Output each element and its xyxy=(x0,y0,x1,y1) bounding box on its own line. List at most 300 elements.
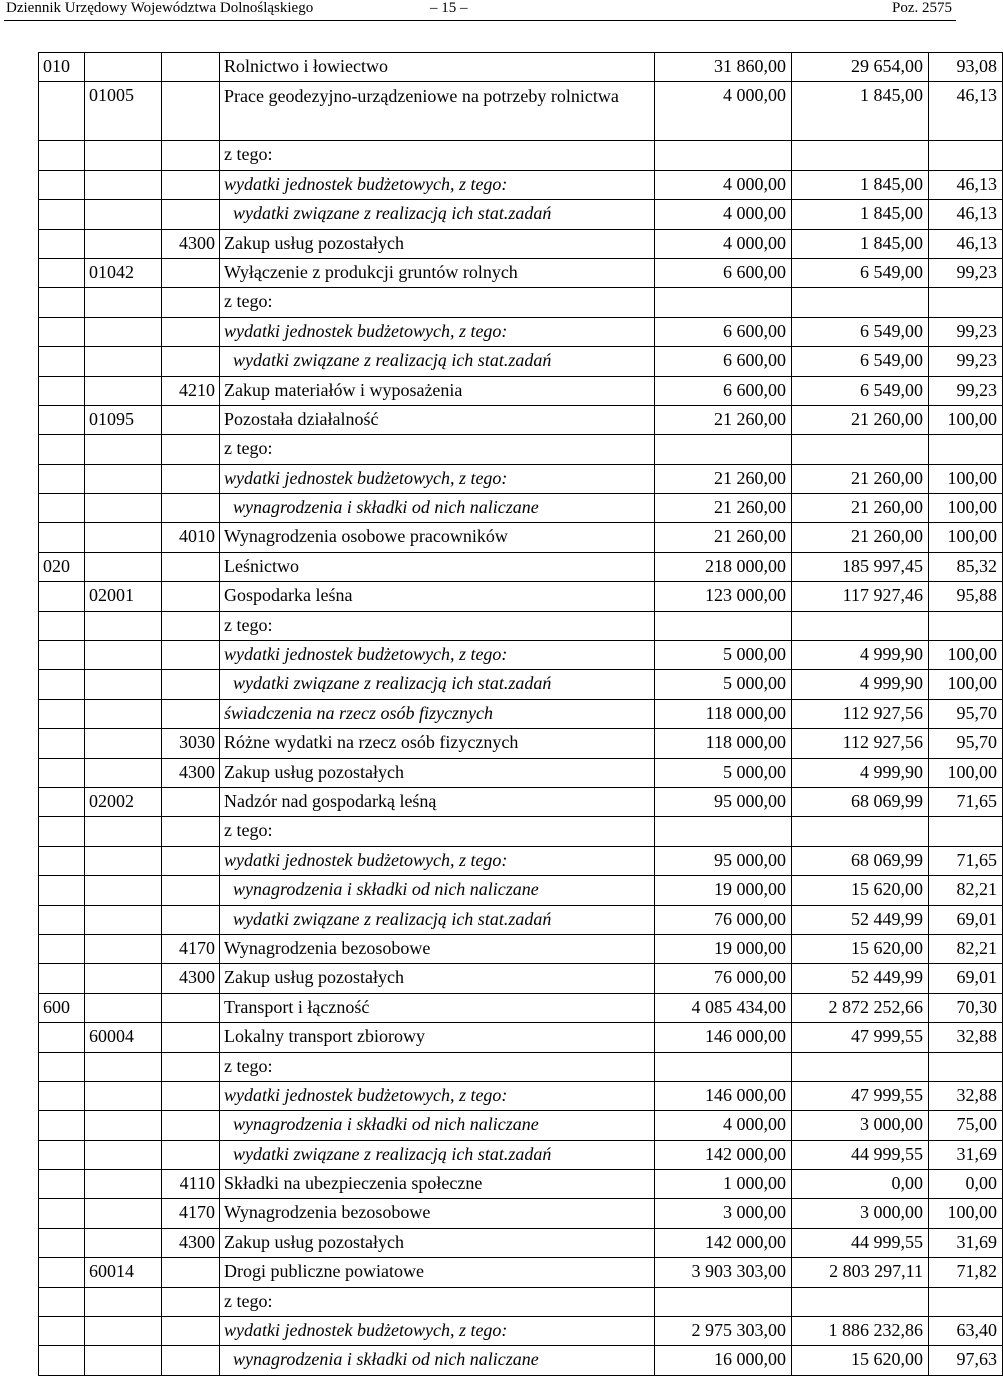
table-row xyxy=(39,846,1003,875)
table-row xyxy=(39,582,1003,611)
plan-cell xyxy=(655,141,792,170)
paragraf-cell: 3030 xyxy=(162,729,220,758)
table-row xyxy=(39,905,1003,934)
wykonanie-cell: 6 549,00 xyxy=(792,347,929,376)
wykonanie-cell: 3 000,00 xyxy=(792,1111,929,1140)
table-row xyxy=(39,1199,1003,1228)
table-row xyxy=(39,641,1003,670)
paragraf-cell xyxy=(162,1081,220,1110)
plan-cell: 1 000,00 xyxy=(655,1170,792,1199)
paragraf-cell xyxy=(162,817,220,846)
rozdzial-cell xyxy=(85,729,162,758)
dzial-cell xyxy=(39,141,85,170)
dzial-cell xyxy=(39,934,85,963)
plan-cell xyxy=(655,1287,792,1316)
rozdzial-cell xyxy=(85,993,162,1022)
paragraf-cell xyxy=(162,993,220,1022)
table-row xyxy=(39,1052,1003,1081)
percent-cell xyxy=(929,288,1003,317)
dzial-cell: 020 xyxy=(39,552,85,581)
rozdzial-cell: 60004 xyxy=(85,1023,162,1052)
table-row xyxy=(39,258,1003,287)
wykonanie-cell: 4 999,90 xyxy=(792,670,929,699)
table-row xyxy=(39,758,1003,787)
wykonanie-cell xyxy=(792,1287,929,1316)
percent-cell: 70,30 xyxy=(929,993,1003,1022)
table-row xyxy=(39,1258,1003,1287)
table-row xyxy=(39,964,1003,993)
rozdzial-cell xyxy=(85,1287,162,1316)
dzial-cell xyxy=(39,787,85,816)
paragraf-cell xyxy=(162,141,220,170)
dzial-cell xyxy=(39,582,85,611)
percent-cell: 32,88 xyxy=(929,1081,1003,1110)
budget-table-body xyxy=(39,53,1003,1376)
table-row xyxy=(39,993,1003,1022)
dzial-cell xyxy=(39,464,85,493)
rozdzial-cell xyxy=(85,964,162,993)
table-row xyxy=(39,317,1003,346)
paragraf-cell xyxy=(162,611,220,640)
rozdzial-cell: 01042 xyxy=(85,258,162,287)
paragraf-cell xyxy=(162,347,220,376)
table-row xyxy=(39,876,1003,905)
wykonanie-cell xyxy=(792,1052,929,1081)
paragraf-cell: 4300 xyxy=(162,964,220,993)
paragraf-cell xyxy=(162,641,220,670)
percent-cell: 82,21 xyxy=(929,876,1003,905)
percent-cell: 99,23 xyxy=(929,376,1003,405)
paragraf-cell: 4210 xyxy=(162,376,220,405)
rozdzial-cell xyxy=(85,53,162,82)
percent-cell: 100,00 xyxy=(929,670,1003,699)
table-row xyxy=(39,405,1003,434)
plan-cell xyxy=(655,817,792,846)
dzial-cell xyxy=(39,1111,85,1140)
description-cell: wydatki jednostek budżetowych, z tego: xyxy=(220,1081,655,1110)
paragraf-cell xyxy=(162,82,220,141)
plan-cell: 4 000,00 xyxy=(655,82,792,141)
plan-cell: 118 000,00 xyxy=(655,729,792,758)
dzial-cell xyxy=(39,758,85,787)
plan-cell: 76 000,00 xyxy=(655,905,792,934)
percent-cell: 46,13 xyxy=(929,170,1003,199)
rozdzial-cell xyxy=(85,494,162,523)
dzial-cell xyxy=(39,1287,85,1316)
wykonanie-cell: 185 997,45 xyxy=(792,552,929,581)
description-cell: Składki na ubezpieczenia społeczne xyxy=(220,1170,655,1199)
paragraf-cell: 4010 xyxy=(162,523,220,552)
rozdzial-cell xyxy=(85,611,162,640)
paragraf-cell xyxy=(162,905,220,934)
percent-cell: 100,00 xyxy=(929,523,1003,552)
rozdzial-cell xyxy=(85,523,162,552)
percent-cell xyxy=(929,611,1003,640)
plan-cell: 146 000,00 xyxy=(655,1023,792,1052)
rozdzial-cell xyxy=(85,1346,162,1375)
description-cell: Wynagrodzenia osobowe pracowników xyxy=(220,523,655,552)
dzial-cell xyxy=(39,611,85,640)
percent-cell xyxy=(929,1052,1003,1081)
percent-cell xyxy=(929,435,1003,464)
percent-cell: 100,00 xyxy=(929,641,1003,670)
dzial-cell xyxy=(39,1052,85,1081)
description-cell: z tego: xyxy=(220,1052,655,1081)
percent-cell: 95,70 xyxy=(929,729,1003,758)
wykonanie-cell: 1 845,00 xyxy=(792,200,929,229)
description-cell: z tego: xyxy=(220,288,655,317)
dzial-cell xyxy=(39,699,85,728)
percent-cell: 32,88 xyxy=(929,1023,1003,1052)
page-header xyxy=(0,0,960,22)
paragraf-cell xyxy=(162,288,220,317)
wykonanie-cell: 6 549,00 xyxy=(792,258,929,287)
paragraf-cell xyxy=(162,552,220,581)
wykonanie-cell: 29 654,00 xyxy=(792,53,929,82)
wykonanie-cell: 3 000,00 xyxy=(792,1199,929,1228)
paragraf-cell xyxy=(162,1140,220,1169)
plan-cell: 118 000,00 xyxy=(655,699,792,728)
wykonanie-cell: 6 549,00 xyxy=(792,376,929,405)
percent-cell: 93,08 xyxy=(929,53,1003,82)
table-row xyxy=(39,435,1003,464)
description-cell: Zakup usług pozostałych xyxy=(220,964,655,993)
table-row xyxy=(39,1287,1003,1316)
plan-cell: 2 975 303,00 xyxy=(655,1317,792,1346)
plan-cell: 31 860,00 xyxy=(655,53,792,82)
plan-cell: 142 000,00 xyxy=(655,1228,792,1257)
paragraf-cell xyxy=(162,435,220,464)
wykonanie-cell: 112 927,56 xyxy=(792,729,929,758)
description-cell: wynagrodzenia i składki od nich naliczane xyxy=(220,876,655,905)
dzial-cell xyxy=(39,405,85,434)
description-cell: Transport i łączność xyxy=(220,993,655,1022)
rozdzial-cell xyxy=(85,552,162,581)
rozdzial-cell xyxy=(85,1317,162,1346)
rozdzial-cell xyxy=(85,1052,162,1081)
wykonanie-cell: 47 999,55 xyxy=(792,1081,929,1110)
dzial-cell xyxy=(39,82,85,141)
dzial-cell xyxy=(39,376,85,405)
dzial-cell xyxy=(39,1023,85,1052)
plan-cell: 21 260,00 xyxy=(655,523,792,552)
rozdzial-cell xyxy=(85,817,162,846)
wykonanie-cell: 2 872 252,66 xyxy=(792,993,929,1022)
paragraf-cell xyxy=(162,1258,220,1287)
description-cell: wydatki związane z realizacją ich stat.zadań xyxy=(220,670,655,699)
description-cell: Wynagrodzenia bezosobowe xyxy=(220,934,655,963)
plan-cell: 21 260,00 xyxy=(655,464,792,493)
paragraf-cell xyxy=(162,317,220,346)
rozdzial-cell xyxy=(85,1170,162,1199)
description-cell: wydatki jednostek budżetowych, z tego: xyxy=(220,464,655,493)
plan-cell: 19 000,00 xyxy=(655,876,792,905)
wykonanie-cell xyxy=(792,611,929,640)
table-row xyxy=(39,817,1003,846)
description-cell: świadczenia na rzecz osób fizycznych xyxy=(220,699,655,728)
table-row xyxy=(39,141,1003,170)
paragraf-cell xyxy=(162,170,220,199)
table-row xyxy=(39,200,1003,229)
percent-cell: 46,13 xyxy=(929,82,1003,141)
plan-cell: 16 000,00 xyxy=(655,1346,792,1375)
rozdzial-cell xyxy=(85,1140,162,1169)
table-row xyxy=(39,170,1003,199)
plan-cell: 142 000,00 xyxy=(655,1140,792,1169)
paragraf-cell xyxy=(162,53,220,82)
description-cell: z tego: xyxy=(220,611,655,640)
dzial-cell xyxy=(39,170,85,199)
rozdzial-cell xyxy=(85,1228,162,1257)
plan-cell: 21 260,00 xyxy=(655,405,792,434)
paragraf-cell xyxy=(162,1111,220,1140)
percent-cell: 46,13 xyxy=(929,200,1003,229)
percent-cell xyxy=(929,817,1003,846)
table-row xyxy=(39,670,1003,699)
position-number: Poz. 2575 xyxy=(892,0,952,16)
paragraf-cell xyxy=(162,846,220,875)
dzial-cell xyxy=(39,641,85,670)
paragraf-cell: 4300 xyxy=(162,758,220,787)
plan-cell: 95 000,00 xyxy=(655,846,792,875)
journal-title: Dziennik Urzędowy Województwa Dolnośląskiego xyxy=(6,0,314,16)
plan-cell: 76 000,00 xyxy=(655,964,792,993)
wykonanie-cell: 1 845,00 xyxy=(792,82,929,141)
rozdzial-cell xyxy=(85,699,162,728)
paragraf-cell xyxy=(162,670,220,699)
table-row xyxy=(39,494,1003,523)
paragraf-cell: 4170 xyxy=(162,1199,220,1228)
description-cell: wynagrodzenia i składki od nich naliczane xyxy=(220,1111,655,1140)
plan-cell: 6 600,00 xyxy=(655,376,792,405)
percent-cell: 99,23 xyxy=(929,258,1003,287)
rozdzial-cell xyxy=(85,1199,162,1228)
percent-cell: 100,00 xyxy=(929,758,1003,787)
percent-cell: 85,32 xyxy=(929,552,1003,581)
dzial-cell xyxy=(39,435,85,464)
percent-cell: 69,01 xyxy=(929,964,1003,993)
rozdzial-cell xyxy=(85,1111,162,1140)
paragraf-cell: 4170 xyxy=(162,934,220,963)
dzial-cell xyxy=(39,200,85,229)
dzial-cell xyxy=(39,729,85,758)
table-row xyxy=(39,82,1003,141)
budget-table xyxy=(38,52,1003,1376)
wykonanie-cell xyxy=(792,141,929,170)
plan-cell: 19 000,00 xyxy=(655,934,792,963)
paragraf-cell xyxy=(162,1317,220,1346)
paragraf-cell xyxy=(162,494,220,523)
wykonanie-cell: 52 449,99 xyxy=(792,964,929,993)
table-row xyxy=(39,787,1003,816)
dzial-cell xyxy=(39,1346,85,1375)
description-cell: wydatki związane z realizacją ich stat.zadań xyxy=(220,347,655,376)
description-cell: wydatki jednostek budżetowych, z tego: xyxy=(220,170,655,199)
rozdzial-cell: 60014 xyxy=(85,1258,162,1287)
description-cell: wydatki związane z realizacją ich stat.zadań xyxy=(220,905,655,934)
description-cell: wydatki jednostek budżetowych, z tego: xyxy=(220,317,655,346)
plan-cell xyxy=(655,1052,792,1081)
percent-cell: 95,88 xyxy=(929,582,1003,611)
description-cell: Wyłączenie z produkcji gruntów rolnych xyxy=(220,258,655,287)
percent-cell: 31,69 xyxy=(929,1228,1003,1257)
wykonanie-cell: 117 927,46 xyxy=(792,582,929,611)
paragraf-cell xyxy=(162,1287,220,1316)
wykonanie-cell: 4 999,90 xyxy=(792,758,929,787)
table-row xyxy=(39,1140,1003,1169)
dzial-cell xyxy=(39,347,85,376)
wykonanie-cell: 68 069,99 xyxy=(792,787,929,816)
wykonanie-cell: 112 927,56 xyxy=(792,699,929,728)
table-row xyxy=(39,523,1003,552)
rozdzial-cell xyxy=(85,1081,162,1110)
percent-cell: 31,69 xyxy=(929,1140,1003,1169)
dzial-cell xyxy=(39,846,85,875)
dzial-cell xyxy=(39,964,85,993)
rozdzial-cell xyxy=(85,876,162,905)
wykonanie-cell: 1 845,00 xyxy=(792,229,929,258)
dzial-cell xyxy=(39,1081,85,1110)
wykonanie-cell: 15 620,00 xyxy=(792,934,929,963)
plan-cell: 4 085 434,00 xyxy=(655,993,792,1022)
paragraf-cell: 4300 xyxy=(162,1228,220,1257)
table-row xyxy=(39,288,1003,317)
paragraf-cell xyxy=(162,1346,220,1375)
percent-cell: 0,00 xyxy=(929,1170,1003,1199)
plan-cell: 6 600,00 xyxy=(655,317,792,346)
description-cell: Nadzór nad gospodarką leśną xyxy=(220,787,655,816)
paragraf-cell xyxy=(162,258,220,287)
description-cell: wydatki jednostek budżetowych, z tego: xyxy=(220,846,655,875)
plan-cell: 123 000,00 xyxy=(655,582,792,611)
rozdzial-cell xyxy=(85,758,162,787)
table-row xyxy=(39,611,1003,640)
description-cell: Lokalny transport zbiorowy xyxy=(220,1023,655,1052)
rozdzial-cell xyxy=(85,846,162,875)
table-row xyxy=(39,1317,1003,1346)
paragraf-cell xyxy=(162,200,220,229)
percent-cell: 99,23 xyxy=(929,347,1003,376)
dzial-cell xyxy=(39,317,85,346)
dzial-cell xyxy=(39,876,85,905)
rozdzial-cell xyxy=(85,934,162,963)
wykonanie-cell: 21 260,00 xyxy=(792,405,929,434)
plan-cell: 95 000,00 xyxy=(655,787,792,816)
plan-cell: 146 000,00 xyxy=(655,1081,792,1110)
paragraf-cell xyxy=(162,1052,220,1081)
plan-cell: 6 600,00 xyxy=(655,347,792,376)
percent-cell: 100,00 xyxy=(929,494,1003,523)
wykonanie-cell: 21 260,00 xyxy=(792,494,929,523)
plan-cell: 6 600,00 xyxy=(655,258,792,287)
plan-cell: 5 000,00 xyxy=(655,670,792,699)
description-cell: z tego: xyxy=(220,1287,655,1316)
rozdzial-cell xyxy=(85,464,162,493)
dzial-cell xyxy=(39,1140,85,1169)
wykonanie-cell: 15 620,00 xyxy=(792,1346,929,1375)
plan-cell: 5 000,00 xyxy=(655,641,792,670)
percent-cell xyxy=(929,1287,1003,1316)
percent-cell: 71,82 xyxy=(929,1258,1003,1287)
paragraf-cell xyxy=(162,582,220,611)
rozdzial-cell xyxy=(85,376,162,405)
table-row xyxy=(39,1081,1003,1110)
plan-cell: 3 903 303,00 xyxy=(655,1258,792,1287)
description-cell: z tego: xyxy=(220,817,655,846)
rozdzial-cell: 02001 xyxy=(85,582,162,611)
table-row xyxy=(39,1170,1003,1199)
table-row xyxy=(39,347,1003,376)
paragraf-cell xyxy=(162,699,220,728)
table-row xyxy=(39,1228,1003,1257)
wykonanie-cell: 44 999,55 xyxy=(792,1228,929,1257)
rozdzial-cell xyxy=(85,317,162,346)
description-cell: wynagrodzenia i składki od nich naliczane xyxy=(220,1346,655,1375)
wykonanie-cell xyxy=(792,435,929,464)
dzial-cell xyxy=(39,494,85,523)
wykonanie-cell: 52 449,99 xyxy=(792,905,929,934)
plan-cell xyxy=(655,435,792,464)
description-cell: z tego: xyxy=(220,141,655,170)
dzial-cell xyxy=(39,229,85,258)
percent-cell: 71,65 xyxy=(929,787,1003,816)
wykonanie-cell: 44 999,55 xyxy=(792,1140,929,1169)
description-cell: Wynagrodzenia bezosobowe xyxy=(220,1199,655,1228)
dzial-cell xyxy=(39,1228,85,1257)
description-cell: Rolnictwo i łowiectwo xyxy=(220,53,655,82)
description-cell: wydatki jednostek budżetowych, z tego: xyxy=(220,1317,655,1346)
wykonanie-cell: 0,00 xyxy=(792,1170,929,1199)
table-row xyxy=(39,376,1003,405)
plan-cell: 218 000,00 xyxy=(655,552,792,581)
paragraf-cell: 4110 xyxy=(162,1170,220,1199)
table-row xyxy=(39,1023,1003,1052)
description-cell: Pozostała działalność xyxy=(220,405,655,434)
dzial-cell xyxy=(39,817,85,846)
table-row xyxy=(39,552,1003,581)
rozdzial-cell xyxy=(85,229,162,258)
wykonanie-cell: 15 620,00 xyxy=(792,876,929,905)
percent-cell: 82,21 xyxy=(929,934,1003,963)
rozdzial-cell xyxy=(85,170,162,199)
paragraf-cell xyxy=(162,876,220,905)
description-cell: Gospodarka leśna xyxy=(220,582,655,611)
wykonanie-cell xyxy=(792,817,929,846)
plan-cell: 4 000,00 xyxy=(655,170,792,199)
table-row xyxy=(39,464,1003,493)
table-row xyxy=(39,1111,1003,1140)
wykonanie-cell: 1 845,00 xyxy=(792,170,929,199)
dzial-cell: 600 xyxy=(39,993,85,1022)
plan-cell: 5 000,00 xyxy=(655,758,792,787)
dzial-cell xyxy=(39,288,85,317)
percent-cell: 75,00 xyxy=(929,1111,1003,1140)
dzial-cell: 010 xyxy=(39,53,85,82)
paragraf-cell xyxy=(162,405,220,434)
description-cell: wydatki związane z realizacją ich stat.zadań xyxy=(220,200,655,229)
percent-cell: 63,40 xyxy=(929,1317,1003,1346)
description-cell: wydatki jednostek budżetowych, z tego: xyxy=(220,641,655,670)
wykonanie-cell: 4 999,90 xyxy=(792,641,929,670)
table-row xyxy=(39,1346,1003,1375)
percent-cell: 100,00 xyxy=(929,405,1003,434)
dzial-cell xyxy=(39,1170,85,1199)
dzial-cell xyxy=(39,905,85,934)
description-cell: Drogi publiczne powiatowe xyxy=(220,1258,655,1287)
percent-cell: 100,00 xyxy=(929,464,1003,493)
percent-cell: 95,70 xyxy=(929,699,1003,728)
paragraf-cell xyxy=(162,787,220,816)
